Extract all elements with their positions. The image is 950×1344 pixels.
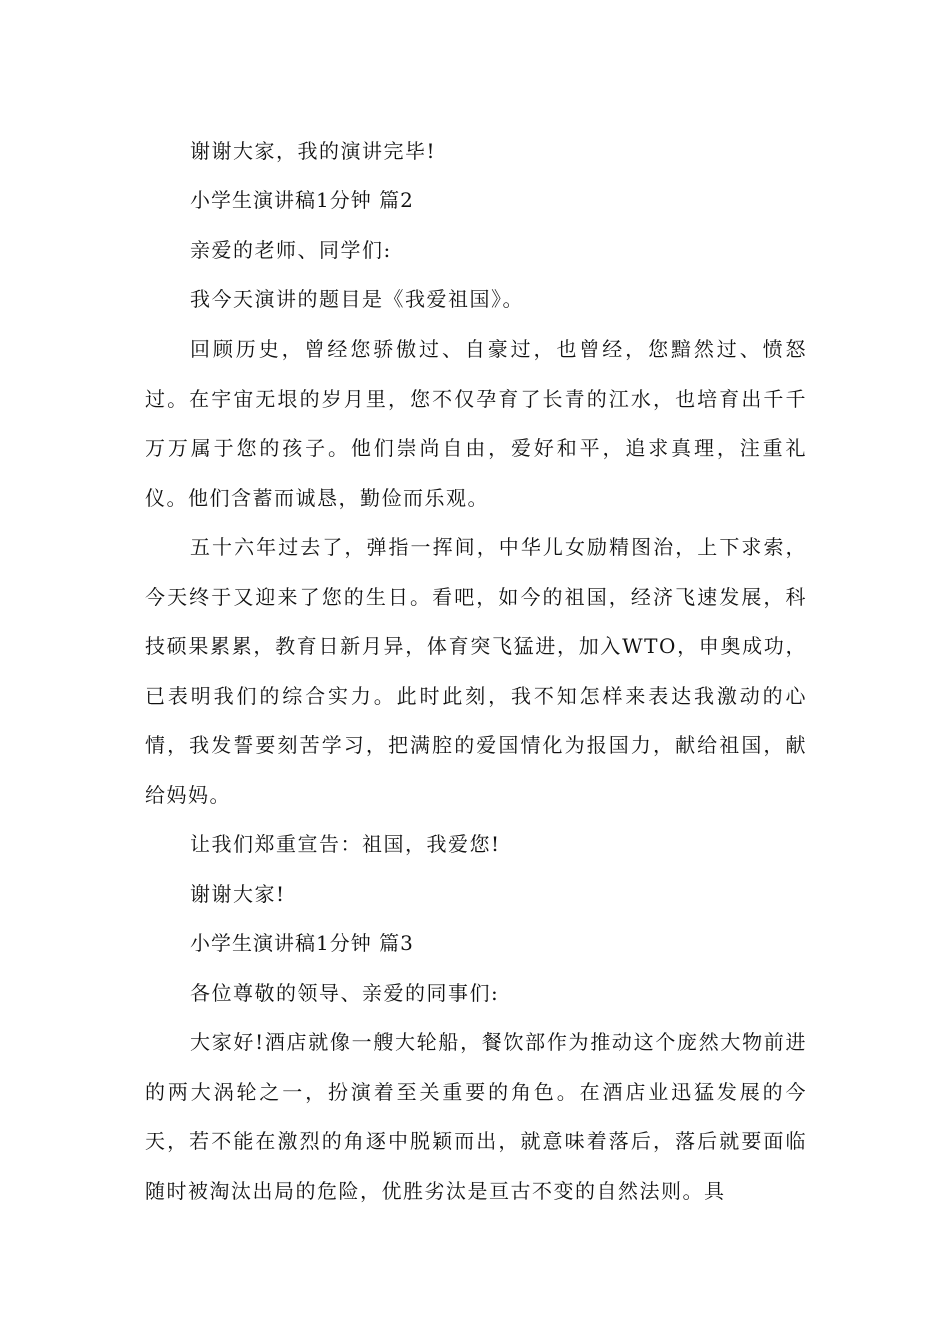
paragraph-greeting-3: 各位尊敬的领导、亲爱的同事们:	[190, 981, 500, 1005]
paragraph-thanks: 谢谢大家!	[190, 882, 286, 906]
paragraph-declaration: 让我们郑重宣告：祖国，我爱您!	[190, 832, 501, 856]
section-heading-2: 小学生演讲稿1分钟 篇2	[190, 188, 414, 212]
paragraph-topic: 我今天演讲的题目是《我爱祖国》。	[190, 287, 524, 311]
paragraph-hotel: 大家好!酒店就像一艘大轮船，餐饮部作为推动这个庞然大物前进的两大涡轮之一，扮演着至关重要的角色。在酒店业迅猛发展的今天，若不能在激烈的角逐中脱颖而出，就意味着落后，落后就要面临随时被淘汰出局的危险，优胜劣汰是亘古不变的自然法则。具	[145, 1030, 807, 1203]
paragraph-closing-thanks: 谢谢大家，我的演讲完毕!	[190, 139, 437, 163]
paragraph-history: 回顾历史，曾经您骄傲过、自豪过，也曾经，您黯然过、愤怒过。在宇宙无垠的岁月里，您不仅孕育了长青的江水，也培育出千千万万属于您的孩子。他们崇尚自由，爱好和平，追求真理，注重礼仪。他们含蓄而诚恳，勤俭而乐观。	[145, 337, 807, 510]
section-heading-3: 小学生演讲稿1分钟 篇3	[190, 931, 414, 955]
paragraph-achievements: 五十六年过去了，弹指一挥间，中华儿女励精图治，上下求索，今天终于又迎来了您的生日。看吧，如今的祖国，经济飞速发展，科技硕果累累，教育日新月异，体育突飞猛进，加入WTO，申奥成功，已表明我们的综合实力。此时此刻，我不知怎样来表达我激动的心情，我发誓要刻苦学习，把满腔的爱国情化为报国力，献给祖国，献给妈妈。	[145, 535, 807, 807]
paragraph-greeting: 亲爱的老师、同学们:	[190, 238, 392, 262]
